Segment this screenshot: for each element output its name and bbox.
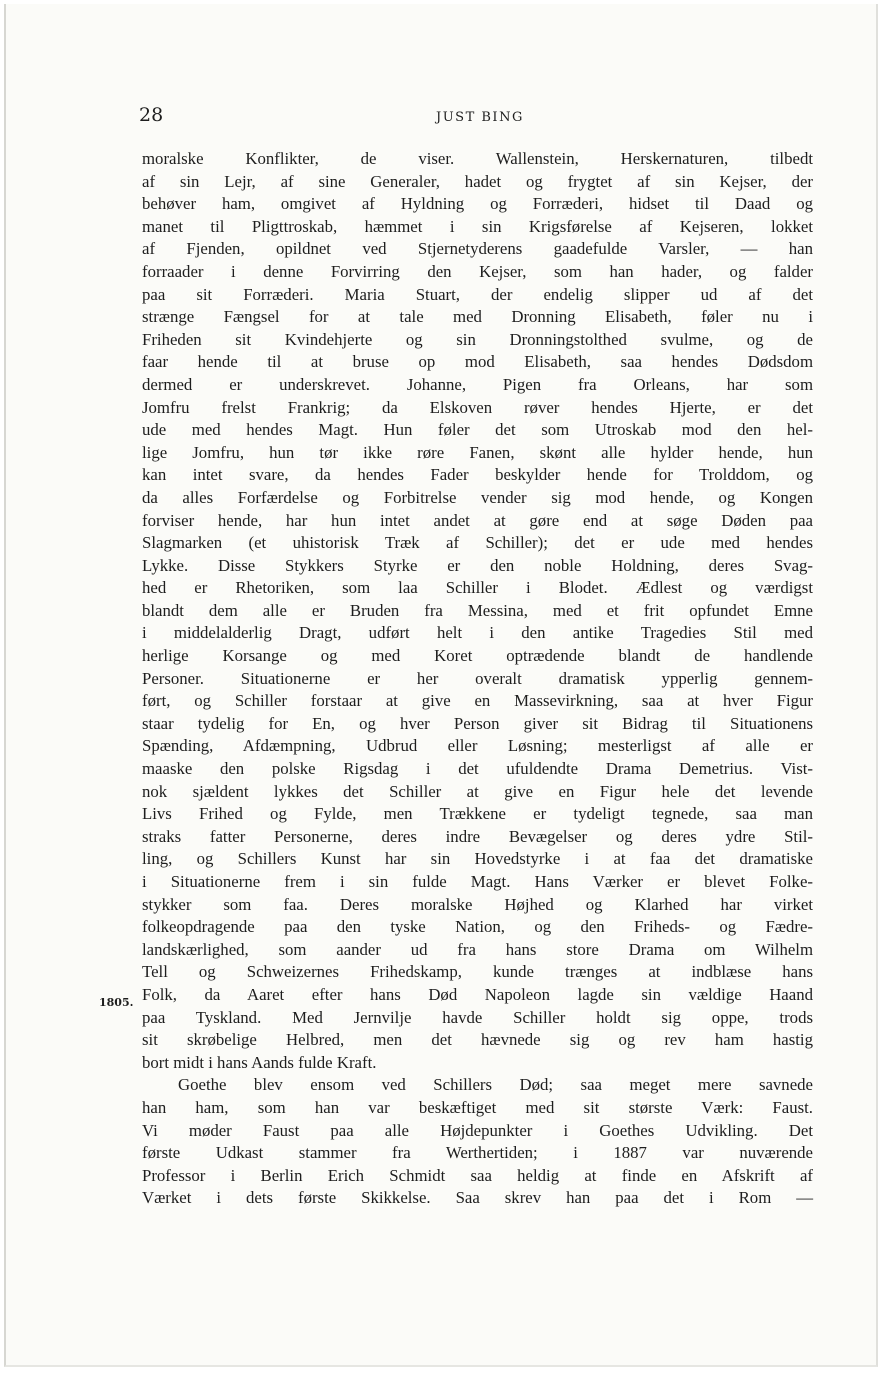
text-line: dermed er underskrevet. Johanne, Pigen fra Orleans, har som	[142, 374, 813, 394]
text-line: nok sjældent lykkes det Schiller at give en Figur hele det levende	[142, 781, 813, 801]
text-line: paa Tyskland. Med Jernvilje havde Schiller holdt sig oppe, trods	[142, 1007, 813, 1027]
running-head: JUST BING	[436, 110, 524, 125]
text-line: landskærlighed, som aander ud fra hans store Drama om Wilhelm	[142, 939, 813, 959]
text-line: sit skrøbelige Helbred, men det hævnede sig og rev ham hastig	[142, 1030, 813, 1050]
page-number: 28	[139, 104, 164, 126]
text-line: folkeopdragende paa den tyske Nation, og den Friheds- og Fædre-	[142, 917, 813, 937]
text-line: Slagmarken (et uhistorisk Træk af Schiller); det er ude med hendes	[142, 533, 813, 553]
text-line: blandt dem alle er Bruden fra Messina, med et frit opfundet Emne	[142, 600, 813, 620]
text-line: af Fjenden, opildnet ved Stjernetyderens gaadefulde Varsler, — han	[142, 239, 813, 259]
text-line: maaske den polske Rigsdag i det ufuldendte Drama Demetrius. Vist-	[142, 759, 813, 779]
text-line: Vi møder Faust paa alle Højdepunkter i Goethes Udvikling. Det	[142, 1120, 813, 1140]
text-line: behøver ham, omgivet af Hyldning og Forræderi, hidset til Daad og	[142, 194, 813, 214]
text-line: stykker som faa. Deres moralske Højhed og Klarhed har virket	[142, 894, 813, 914]
paragraph-start-line: Goethe blev ensom ved Schillers Død; saa meget mere savnede	[178, 1075, 813, 1095]
text-line: strænge Fængsel for at tale med Dronning Elisabeth, føler nu i	[142, 307, 813, 327]
text-line: Friheden sit Kvindehjerte og sin Dronningstolthed svulme, og de	[142, 329, 813, 349]
body-text	[142, 148, 813, 1210]
text-line: Personer. Situationerne er her overalt dramatisk ypperlig gennem-	[142, 668, 813, 688]
text-line: Værket i dets første Skikkelse. Saa skrev han paa det i Rom —	[142, 1188, 813, 1208]
text-line: forraader i denne Forvirring den Kejser, som han hader, og falder	[142, 261, 813, 281]
text-line: han ham, som han var beskæftiget med sit største Værk: Faust.	[142, 1097, 813, 1117]
margin-note-year: 1805.	[99, 996, 134, 1009]
text-line: paa sit Forræderi. Maria Stuart, der endelig slipper ud af det	[142, 284, 813, 304]
text-line: Livs Frihed og Fylde, men Trækkene er tydeligt tegnede, saa man	[142, 804, 813, 824]
text-line: moralske Konflikter, de viser. Wallenstein, Herskernaturen, tilbedt	[142, 149, 813, 168]
text-line: herlige Korsange og med Koret optrædende blandt de handlende	[142, 646, 813, 666]
text-line: i Situationerne frem i sin fulde Magt. Hans Værker er blevet Folke-	[142, 872, 813, 891]
text-line: Folk, da Aaret efter hans Død Napoleon lagde sin vældige Haand	[142, 984, 813, 1004]
text-line: manet til Pligttroskab, hæmmet i sin Krigsførelse af Kejseren, lokket	[142, 216, 813, 236]
text-line: forviser hende, har hun intet andet at gøre end at søge Døden paa	[142, 510, 813, 530]
paragraph-end-line: bort midt i hans Aands fulde Kraft.	[142, 1052, 377, 1072]
text-line: Professor i Berlin Erich Schmidt saa heldig at finde en Afskrift af	[142, 1165, 813, 1185]
text-line: ling, og Schillers Kunst har sin Hovedstyrke i at faa det dramatiske	[142, 849, 813, 869]
text-line: ført, og Schiller forstaar at give en Massevirkning, saa at hver Figur	[142, 691, 813, 711]
text-line: hed er Rhetoriken, som laa Schiller i Blodet. Ædlest og værdigst	[142, 578, 813, 598]
text-line: Jomfru frelst Frankrig; da Elskoven røver hendes Hjerte, er det	[142, 397, 813, 417]
text-line: Lykke. Disse Stykkers Styrke er den noble Holdning, deres Svag-	[142, 555, 813, 575]
text-line: Tell og Schweizernes Frihedskamp, kunde trænges at indblæse hans	[142, 962, 813, 982]
text-line: første Udkast stammer fra Werthertiden; i 1887 var nuværende	[142, 1143, 813, 1163]
text-line: faar hende til at bruse op mod Elisabeth, saa hendes Dødsdom	[142, 352, 813, 372]
text-line: straks fatter Personerne, deres indre Bevægelser og deres ydre Stil-	[142, 826, 813, 846]
text-line: staar tydelig for En, og hver Person giver sit Bidrag til Situationens	[142, 713, 813, 733]
text-line: lige Jomfru, hun tør ikke røre Fanen, skønt alle hylder hende, hun	[142, 442, 813, 462]
text-line: Spænding, Afdæmpning, Udbrud eller Løsning; mesterligst af alle er	[142, 736, 813, 756]
text-line: kan intet svare, da hendes Fader beskylder hende for Trolddom, og	[142, 465, 813, 485]
text-line: af sin Lejr, af sine Generaler, hadet og frygtet af sin Kejser, der	[142, 171, 813, 191]
book-page	[4, 4, 878, 1367]
text-line: da alles Forfærdelse og Forbitrelse vender sig mod hende, og Kongen	[142, 487, 813, 507]
text-line: i middelalderlig Dragt, udført helt i den antike Tragedies Stil med	[142, 623, 813, 643]
text-line: ude med hendes Magt. Hun føler det som Utroskab mod den hel-	[142, 420, 813, 440]
